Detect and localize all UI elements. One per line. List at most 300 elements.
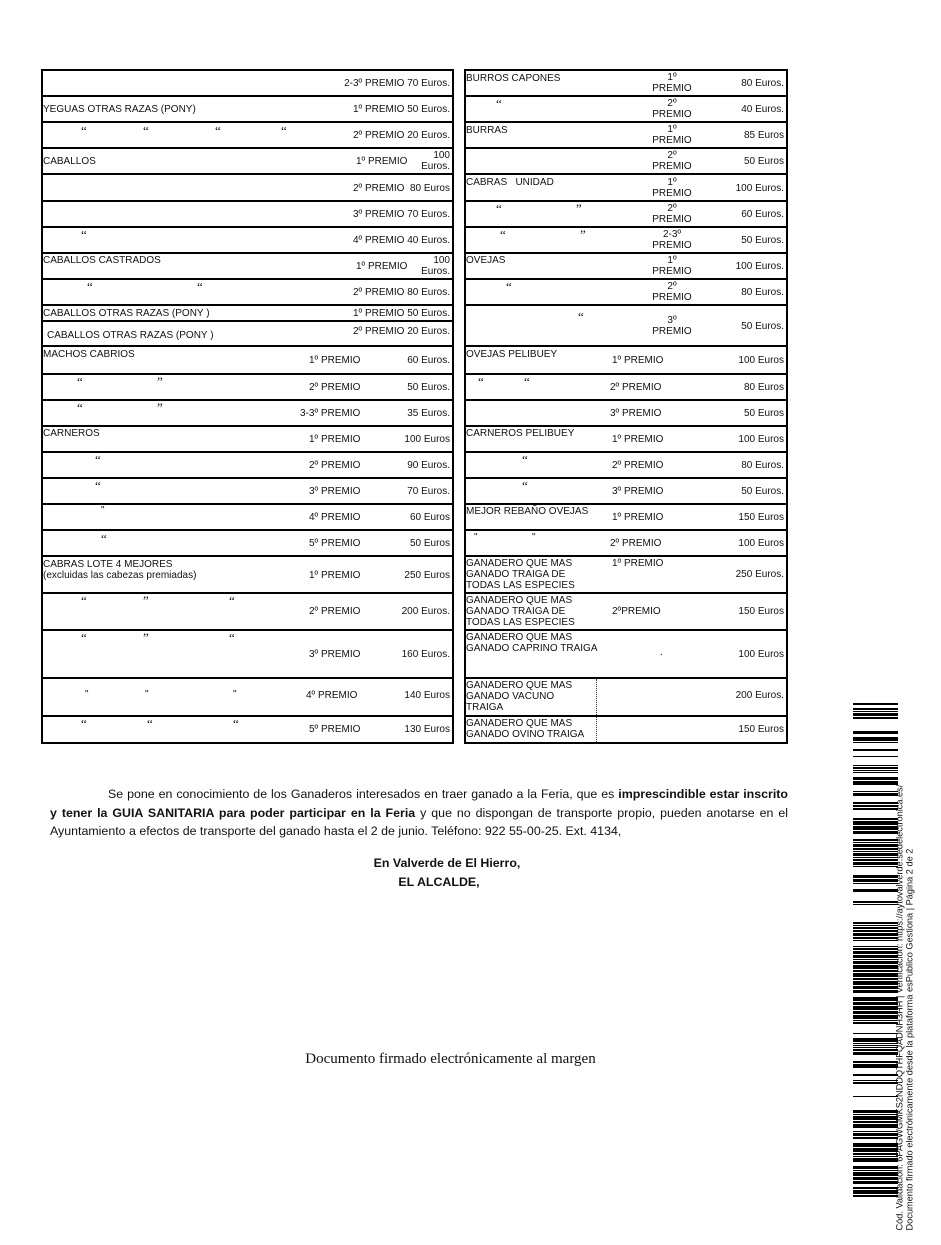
barcode-bar [853,1137,898,1139]
table-cell: “ [522,478,528,493]
signature-place: En Valverde de El Hierro, [373,856,521,870]
table-cell: 2º PREMIO [652,98,692,120]
barcode-bar [853,1172,898,1176]
table-row [466,123,786,149]
barcode-bar [853,717,898,719]
barcode-bar [853,772,898,773]
barcode-bar [853,986,898,989]
table-cell: CARNEROS [43,428,100,439]
table-cell: . [660,647,663,658]
table-cell: 100 Euros. [421,255,450,277]
table-cell: “ [81,716,87,731]
barcode-bar [853,951,898,954]
barcode-bar [853,1080,898,1081]
barcode-bar [853,904,898,905]
barcode-bar [853,1143,898,1147]
barcode-bar [853,749,898,751]
notice-bold: imprescindible estar inscrito y tener la GUIA SANITARIA para poder participar en la Feria [50,787,788,820]
table-row [466,71,786,97]
table-row [466,202,786,228]
barcode-bar [853,839,898,841]
barcode-bar [853,946,898,947]
table-cell: 50 Euros. [741,321,784,332]
barcode-bar [853,1052,898,1055]
table-row [466,280,786,306]
table-cell: 50 Euros [743,156,784,167]
table-row [43,347,452,375]
table-cell: “ [95,478,101,493]
table-cell: 3º PREMIO 70 Euros. [352,209,450,220]
table-cell: ” [157,374,163,389]
barcode-bar [853,821,898,825]
barcode-bar [853,711,898,712]
table-cell: ” [580,227,586,242]
table-row [43,427,452,453]
table-cell: 1º PREMIO [356,156,408,167]
table-cell: “ [500,227,506,242]
table-row [466,306,786,347]
barcode-bar [853,844,898,847]
barcode-bar [853,948,898,950]
table-cell: 1º PREMIO [612,434,664,445]
barcode-bar [853,742,898,743]
table-cell: 1º PREMIO 50 Euros. [352,308,450,319]
table-cell: 80 Euros. [741,460,784,471]
table-cell: 1º PREMIO [612,355,664,366]
barcode-bar [853,737,898,741]
barcode-bar [853,767,898,769]
table-cell: 130 Euros [404,724,450,735]
table-row [466,175,786,202]
barcode-bar [853,1190,898,1194]
barcode-bar [853,1148,898,1152]
barcode-bar [853,1114,898,1115]
barcode-bar [853,808,898,810]
notice-intro: Se pone en conocimiento de los Ganaderos interesados en traer ganado a la Feria, que es [108,787,619,802]
table-cell: 80 Euros. [741,78,784,89]
table-cell: 2º PREMIO 80 Euros [352,183,450,194]
table-cell: “ [77,374,83,389]
table-cell: 4º PREMIO [306,690,358,701]
table-cell: 3º PREMIO [309,649,361,660]
barcode-bar [853,842,898,843]
table-cell: " [474,532,478,543]
barcode-bar [853,848,898,850]
barcode-bar [853,866,898,867]
table-cell: “ [215,123,221,138]
table-cell: 100 Euros. [735,261,784,272]
table-cell: “ [524,374,530,389]
table-cell: 1º PREMIO [652,72,692,94]
table-cell: 160 Euros. [401,649,450,660]
table-row [466,347,786,375]
table-cell: 1º PREMIO [309,355,361,366]
barcode-bar [853,791,898,792]
table-cell: “ [77,400,83,415]
barcode-bar [853,1015,898,1019]
barcode-bar [853,1116,898,1120]
table-cell: “ [81,593,87,608]
table-cell: 100 Euros. [421,150,450,172]
table-cell: ” [143,630,149,645]
table-row [43,531,452,557]
table-cell: YEGUAS OTRAS RAZAS (PONY) [43,104,196,115]
table-cell: GANADERO QUE MAS GANADO CAPRINO TRAIGA [466,632,598,654]
table-cell: 100 Euros [404,434,450,445]
barcode-bar [853,831,898,834]
platform-note: Documento firmado electrónicamente desde la plataforma esPublico Gestiona | Página 2 de 2 [904,848,915,1231]
table-row [43,202,452,228]
table-cell: ” [157,400,163,415]
table-cell: “ [95,452,101,467]
table-cell: 1º PREMIO [652,177,692,199]
barcode-bar [853,997,898,1001]
table-cell: 3º PREMIO [309,486,361,497]
table-row [43,505,452,531]
table-cell: GANADERO QUE MAS GANADO VACUNO TRAIGA [466,680,573,713]
table-cell: 2ºPREMIO [612,606,661,617]
table-cell: “ [496,201,502,216]
barcode-bar [853,1158,898,1162]
table-row [466,228,786,254]
barcode-bar [853,1002,898,1005]
barcode-bar [853,1124,898,1128]
table-cell: 2º PREMIO [612,460,664,471]
barcode-bar [853,1096,898,1097]
barcode-bar [853,793,898,796]
table-cell: 1º PREMIO [612,558,664,569]
table-row [43,306,452,322]
table-cell: " [85,689,89,700]
barcode [853,703,898,1203]
table-cell: “ [506,279,512,294]
table-row [466,427,786,453]
table-cell: ” [576,201,582,216]
barcode-bar [853,1033,898,1034]
table-cell: 70 Euros. [407,486,450,497]
barcode-bar [853,770,898,771]
table-cell: 4º PREMIO 40 Euros. [352,235,450,246]
table-cell: 1º PREMIO [309,434,361,445]
table-cell: “ [281,123,287,138]
table-cell: CABALLOS OTRAS RAZAS (PONY ) [47,330,214,341]
barcode-bar [853,708,898,710]
barcode-bar [853,1133,898,1136]
footer-note: Documento firmado electrónicamente al margen [305,1051,596,1067]
table-cell: “ [143,123,149,138]
table-row [43,679,452,717]
barcode-bar [853,937,898,939]
barcode-bar [853,781,898,785]
table-row [43,322,452,347]
barcode-bar [853,1074,898,1076]
barcode-bar [853,875,898,878]
barcode-bar [853,959,898,960]
table-cell: 80 Euros. [741,287,784,298]
table-cell: 3º PREMIO [612,486,664,497]
table-cell: CARNEROS PELIBUEY [466,428,575,439]
table-cell: “ [229,630,235,645]
prize-table-right [464,69,788,744]
barcode-bar [853,961,898,964]
table-row [43,375,452,401]
prize-table-left [41,69,454,744]
barcode-bar [853,922,898,924]
table-row [466,679,786,717]
table-cell: CABRAS UNIDAD [466,177,554,188]
table-cell: 5º PREMIO [309,538,361,549]
table-cell: “ [229,593,235,608]
table-cell: 2º PREMIO [610,538,662,549]
table-cell: 85 Euros [743,130,784,141]
table-row [43,453,452,479]
table-cell: 1º PREMIO [309,570,361,581]
table-cell: “ [147,716,153,731]
barcode-bar [853,818,898,820]
table-cell: GANADERO QUE MAS GANADO OVINO TRAIGA [466,718,585,740]
table-row [43,280,452,306]
table-cell: CABALLOS OTRAS RAZAS (PONY ) [43,308,210,319]
table-cell: “ [81,227,87,242]
barcode-bar [853,765,898,766]
table-cell: “ [87,279,93,294]
table-cell: 3-3º PREMIO [300,408,361,419]
barcode-bar [853,1043,898,1044]
table-cell: 100 Euros [738,538,784,549]
barcode-bar [853,853,898,856]
table-row [43,123,452,149]
barcode-bar [853,973,898,977]
table-cell: MEJOR REBAÑO OVEJAS [466,506,589,517]
barcode-bar [853,1047,898,1048]
table-cell: 3º PREMIO [610,408,662,419]
table-cell: MACHOS CABRIOS [43,349,135,360]
barcode-bar [853,883,898,884]
barcode-bar [853,1121,898,1123]
barcode-bar [853,1064,898,1068]
barcode-bar [853,1195,898,1197]
table-cell: 50 Euros. [407,382,450,393]
table-cell: 1º PREMIO [356,261,408,272]
barcode-bar [853,1061,898,1063]
table-cell: ” [143,593,149,608]
table-cell: 100 Euros. [735,183,784,194]
table-cell: GANADERO QUE MAS GANADO TRAIGA DE TODAS LAS ESPECIES [466,558,575,591]
barcode-bar [853,713,898,716]
table-row [43,254,452,280]
barcode-bar [853,1166,898,1169]
table-cell: “ [81,630,87,645]
table-cell: 50 Euros. [741,486,784,497]
notice-rest: y que no dispongan de transporte propio, pueden anotarse en el Ayuntamiento a efectos de transporte del ganado hasta el 2 de junio. Teléfono: 922 55-00-25. Ext. 4134, [50,805,788,839]
notice-paragraph [50,785,788,841]
table-cell: 1º PREMIO [652,255,692,277]
barcode-bar [853,1049,898,1051]
barcode-bar [853,1020,898,1021]
table-row [466,631,786,679]
table-row [466,375,786,401]
table-row [43,717,452,744]
signature-title: EL ALCALDE, [398,875,480,889]
table-cell: 2º PREMIO [309,382,361,393]
table-cell: 50 Euros [409,538,450,549]
barcode-bar [853,1038,898,1042]
barcode-bar [853,970,898,972]
barcode-bar [853,1181,898,1184]
barcode-bar [853,1082,898,1084]
barcode-bar [853,981,898,985]
table-row [466,505,786,531]
table-cell: 100 Euros [738,649,784,660]
barcode-bar [853,851,898,852]
barcode-bar [853,990,898,993]
barcode-bar [853,955,898,958]
barcode-bar [853,1187,898,1189]
table-row [43,631,452,679]
barcode-bar [853,857,898,858]
table-cell: BURROS CAPONES [466,73,561,84]
barcode-bar [853,965,898,969]
barcode-bar [853,940,898,941]
table-row [466,254,786,280]
table-cell: 2º PREMIO 20 Euros. [352,326,450,337]
table-cell: 60 Euros. [407,355,450,366]
table-cell: “ [578,309,584,324]
table-cell: 1º PREMIO [612,512,664,523]
table-cell: " [145,689,149,700]
barcode-bar [853,703,898,705]
table-cell: OVEJAS PELIBUEY [466,349,558,360]
barcode-bar [853,1156,898,1157]
table-cell: 50 Euros. [741,235,784,246]
table-cell: 2-3º PREMIO 70 Euros. [344,78,450,89]
table-row [466,149,786,175]
table-row [43,401,452,427]
table-cell: 2º PREMIO [309,460,361,471]
barcode-bar [853,925,898,926]
table-cell: 2º PREMIO [652,150,692,172]
barcode-bar [853,1170,898,1171]
table-row [466,531,786,557]
barcode-bar [853,933,898,936]
barcode-bar [853,1022,898,1024]
table-cell: 100 Euros [738,434,784,445]
barcode-bar [853,879,898,882]
table-cell: 35 Euros. [407,408,450,419]
table-cell: 60 Euros. [741,209,784,220]
table-cell: CABALLOS CASTRADOS [43,255,161,266]
table-row [43,594,452,631]
table-cell: 150 Euros [738,724,784,735]
barcode-bar [853,859,898,861]
barcode-bar [853,1006,898,1010]
table-cell: 200 Euros. [735,690,784,701]
barcode-bar [853,1177,898,1180]
table-cell: CABALLOS [43,156,96,167]
barcode-bar [853,901,898,903]
table-cell: 2º PREMIO 20 Euros. [352,130,450,141]
table-cell: 2º PREMIO [652,281,692,303]
barcode-bar [853,889,898,892]
table-row [466,453,786,479]
table-cell: 1º PREMIO 50 Euros. [352,104,450,115]
table-cell: 150 Euros [738,606,784,617]
table-cell: 1º PREMIO [652,124,692,146]
table-row [466,97,786,123]
table-row [466,594,786,631]
dotted-divider [596,717,597,742]
table-cell: 2-3º PREMIO [652,229,692,251]
table-row [43,479,452,505]
table-cell: 40 Euros. [741,104,784,115]
barcode-bar [853,1153,898,1155]
table-cell: 5º PREMIO [309,724,361,735]
table-cell: 250 Euros [404,570,450,581]
table-cell: 2º PREMIO [610,382,662,393]
table-cell: 4º PREMIO [309,512,361,523]
table-cell: " [532,532,536,543]
table-row [43,97,452,123]
barcode-bar [853,1011,898,1014]
table-cell: 250 Euros. [735,569,784,580]
barcode-bar [853,826,898,830]
barcode-bar [853,1110,898,1113]
table-cell: 2º PREMIO [652,203,692,225]
table-row [43,175,452,202]
barcode-bar [853,756,898,757]
table-cell: " [101,505,105,516]
barcode-bar [853,1131,898,1132]
table-cell: 80 Euros [743,382,784,393]
table-row [466,717,786,744]
table-row [466,557,786,594]
table-cell: 60 Euros [409,512,450,523]
table-cell: 3º PREMIO [652,315,692,337]
table-cell: 150 Euros [738,512,784,523]
table-cell: “ [197,279,203,294]
table-cell: 50 Euros [743,408,784,419]
table-row [43,149,452,175]
barcode-bar [853,862,898,865]
barcode-bar [853,805,898,807]
table-cell: “ [496,96,502,111]
barcode-bar [853,731,898,734]
barcode-bar [853,978,898,980]
table-cell: " [233,689,237,700]
table-cell: 2º PREMIO [309,606,361,617]
table-cell: 90 Euros. [407,460,450,471]
validation-code: Cód. Validación: 6PAGWGMKS2NDDQTHFQADNH3HH | Verificación: https://aytovalverde.sedelectronica.es/ [894,784,905,1231]
table-row [466,401,786,427]
table-row [466,479,786,505]
barcode-bar [853,930,898,932]
barcode-bar [853,802,898,804]
table-cell: “ [478,374,484,389]
table-cell: 140 Euros [404,690,450,701]
table-cell: OVEJAS [466,255,506,266]
table-cell: CABRAS LOTE 4 MEJORES (excluidas las cabezas premiadas) [43,559,197,581]
table-cell: 2º PREMIO 80 Euros. [352,287,450,298]
table-cell: BURRAS [466,125,508,136]
table-row [43,228,452,254]
table-cell: 100 Euros [738,355,784,366]
table-row [43,557,452,594]
barcode-bar [853,927,898,929]
barcode-bar [853,1045,898,1046]
table-cell: 200 Euros. [401,606,450,617]
barcode-bar [853,777,898,780]
table-cell: “ [81,123,87,138]
